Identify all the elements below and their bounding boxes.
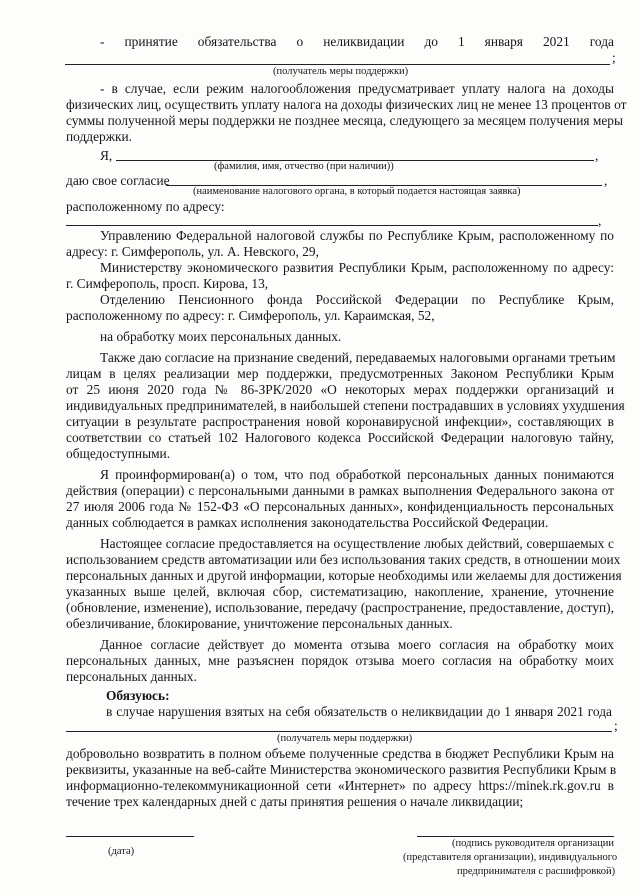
recipient-line-2 [66, 731, 612, 732]
signature-caption-3: предпринимателя с расшифровкой) [457, 866, 616, 877]
ya-label: Я, [100, 148, 113, 163]
public-para-line-6: соответствии со статьей 102 Налогового кодекса Российской Федерации налоговую тайну, [66, 430, 614, 445]
validity-para-line-1: Данное согласие действует до момента отзыва моего согласия на обработку моих [100, 637, 614, 652]
pfr-line-2: расположенному по адресу: г. Симферополь, ул. Караимская, 52, [66, 308, 435, 323]
refund-para-line-1: добровольно возвратить в полном объеме полученные средства в бюджет Республики Крым на [66, 746, 614, 761]
comma-1: , [595, 148, 599, 163]
refund-para-line-3: информационно-телекоммуникационной сети «Интернет» по адресу https://minek.rk.gov.ru в [66, 778, 614, 793]
commitment-text: - принятие обязательства о неликвидации до 1 января 2021 года [100, 34, 614, 49]
obligation-heading: Обязуюсь: [106, 688, 170, 703]
public-para-line-7: общедоступными. [66, 446, 171, 461]
date-line [66, 836, 194, 837]
signature-caption-2: (представителя организации), индивидуального [403, 852, 618, 863]
public-para-line-5: ситуации в результате распространения новой коронавирусной инфекции», составляющих в [66, 414, 614, 429]
ufns-line-2: адресу: г. Симферополь, ул. А. Невского, 29, [66, 244, 319, 259]
minek-line-1: Министерству экономического развития Республики Крым, расположенному по адресу: [100, 260, 614, 275]
actions-para-line-5: (обновление, изменение), использование, передачу (распространение, предоставление, доступ), [66, 600, 614, 615]
validity-para-line-3: персональных данных. [66, 669, 197, 684]
public-para-line-3: от 25 июня 2020 года № 86-ЗРК/2020 «О некоторых мерах поддержки организаций и [66, 382, 614, 397]
informed-para-line-1: Я проинформирован(а) о том, что под обработкой персональных данных понимаются [100, 467, 614, 482]
tax-authority-caption: (наименование налогового органа, в который подается настоящая заявка) [193, 186, 521, 197]
signature-caption-1: (подпись руководителя организации [452, 838, 615, 849]
address-label: расположенному по адресу: [66, 199, 225, 214]
pfr-line-1: Отделению Пенсионного фонда Российской Федерации по Республике Крым, [100, 292, 614, 307]
semicolon-1: ; [612, 50, 616, 65]
consent-label: даю свое согласие [66, 173, 170, 188]
recipient-line-1 [65, 64, 610, 65]
validity-para-line-2: персональных данных, мне разъяснен порядок отзыва моего согласия на обработку моих [66, 653, 614, 668]
actions-para-line-3: персональных данных и другой информации, которые необходимы или желаемы для достижения [66, 568, 622, 583]
actions-para-line-4: указанных выше целей, включая сбор, систематизацию, накопление, хранение, уточнение [66, 584, 614, 599]
public-para-line-2: лицам в целях реализации мер поддержки, предусмотренных Законом Республики Крым [66, 366, 614, 381]
comma-2: , [604, 173, 608, 188]
actions-para-line-6: обезличивание, блокирование, уничтожение персональных данных. [66, 616, 453, 631]
tax-para-line-3: суммы полученной меры поддержки не позднее месяца, следующего за месяцем получения меры [66, 113, 623, 128]
ufns-line-1: Управлению Федеральной налоговой службы по Республике Крым, расположенному по [100, 228, 614, 243]
tax-para-line-4: поддержки. [66, 129, 133, 144]
semicolon-2: ; [614, 718, 618, 733]
comma-3: , [598, 213, 602, 228]
refund-para-line-2: реквизиты, указанные на веб-сайте Министерства экономического развития Республики Крым в [66, 762, 617, 777]
public-para-line-4: индивидуальных предпринимателей, в наибольшей степени пострадавших в условиях ухудшения [66, 398, 625, 413]
minek-line-2: г. Симферополь, просп. Кирова, 13, [66, 276, 269, 291]
processing-consent: на обработку моих персональных данных. [100, 329, 342, 344]
actions-para-line-2: использованием средств автоматизации или без использования таких средств, в отношении моих [66, 552, 621, 567]
informed-para-line-3: 27 июля 2006 года № 152-ФЗ «О персональных данных», конфиденциальность персональных [66, 499, 614, 514]
address-line [66, 225, 598, 226]
commitment-line [100, 34, 614, 50]
public-para-line-1: Также даю согласие на признание сведений, передаваемых налоговыми органами третьим [100, 350, 616, 365]
recipient-caption-2: (получатель меры поддержки) [277, 733, 413, 744]
informed-para-line-2: действия (операции) с персональными данными в рамках выполнения Федерального закона от [66, 483, 614, 498]
tax-para-line-1: - в случае, если режим налогообложения предусматривает уплату налога на доходы [100, 81, 614, 96]
refund-para-line-4: течение трех календарных дней с даты принятия решения о начале ликвидации; [66, 794, 524, 809]
obligation-line: в случае нарушения взятых на себя обязательств о неликвидации до 1 января 2021 года [106, 704, 612, 719]
date-caption: (дата) [108, 846, 135, 857]
fio-caption: (фамилия, имя, отчество (при наличии)) [214, 161, 394, 172]
informed-para-line-4: данных соблюдается в рамках исполнения законодательства Российской Федерации. [66, 515, 549, 530]
signature-line [417, 836, 614, 837]
actions-para-line-1: Настоящее согласие предоставляется на осуществление любых действий, совершаемых с [100, 536, 614, 551]
tax-para-line-2: физических лиц, осуществить уплату налога на доходы физических лиц не менее 13 процентов от [66, 97, 627, 112]
recipient-caption-1: (получатель меры поддержки) [273, 66, 409, 77]
